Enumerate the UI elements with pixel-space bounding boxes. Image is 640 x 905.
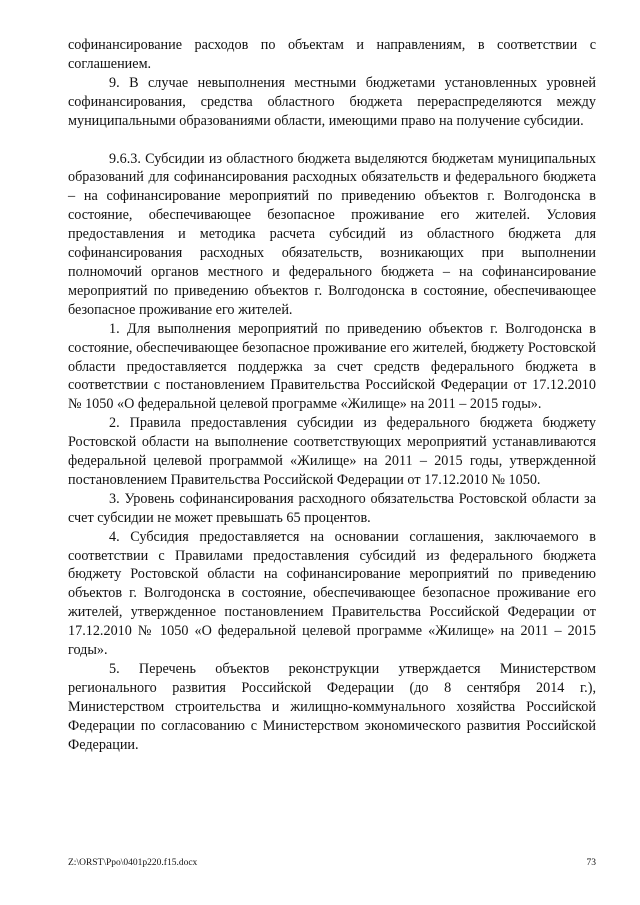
page-footer	[68, 857, 596, 869]
section-9-6-3-paragraph: 9.6.3. Субсидии из областного бюджета выделяются бюджетам муниципальных образований для софинансирования расходных обязательств и федерального бюджета – на софинансирование мероприятий по приведению объектов г. Волгодонска в состояние, обеспечивающее безопасное проживание его жителей. Условия предоставления и методика расчета субсидий из областного бюджета для софинансирования расходных обязательств, возникающих при выполнении полномочий органов местного и федерального бюджета – на софинансирование мероприятий по приведению объектов г. Волгодонска в состояние, обеспечивающее безопасное проживание его жителей.	[68, 150, 596, 318]
document-page	[68, 36, 596, 755]
list-item: 3. Уровень софинансирования расходного обязательства Ростовской области за счет субсидии не может превышать 65 процентов.	[68, 490, 596, 526]
paragraph-continuation: софинансирование расходов по объектам и направлениям, в соответствии с соглашением.	[68, 37, 596, 72]
paragraph-spacer	[68, 131, 596, 150]
list-item: 1. Для выполнения мероприятий по приведению объектов г. Волгодонска в состояние, обеспечивающее безопасное проживание его жителей, бюджету Ростовской области предоставляется поддержка за счет средств федерального бюджета в соответствии с постановлением Правительства Российской Федерации от 17.12.2010 № 1050 «О федеральной целевой программе «Жилище» на 2011 – 2015 годы».	[68, 320, 596, 413]
file-path: Z:\ORST\Ppo\0401p220.f15.docx	[68, 858, 198, 868]
list-item: 5. Перечень объектов реконструкции утверждается Министерством регионального развития Российской Федерации (до 8 сентября 2014 г.), Министерством строительства и жилищно-коммунального хозяйства Российской Федерации по согласованию с Министерством экономического развития Российской Федерации.	[68, 661, 596, 753]
page-number: 73	[586, 858, 596, 868]
list-item: 4. Субсидия предоставляется на основании соглашения, заключаемого в соответствии с Правилами предоставления субсидий из федерального бюджета бюджету Ростовской области на софинансирование мероприятий по приведению объектов г. Волгодонска в состояние, обеспечивающее безопасное проживание его жителей, утвержденное постановлением Правительства Российской Федерации от 17.12.2010 № 1050 «О федеральной целевой программе «Жилище» на 2011 – 2015 годы».	[68, 528, 596, 659]
list-item: 2. Правила предоставления субсидии из федерального бюджета бюджету Ростовской области на выполнение соответствующих мероприятий устанавливаются федеральной целевой программой «Жилище» на 2011 – 2015 годы, утвержденной постановлением Правительства Российской Федерации от 17.12.2010 № 1050.	[68, 415, 596, 488]
paragraph-item-9: 9. В случае невыполнения местными бюджетами установленных уровней софинансирования, средства областного бюджета перераспределяются между муниципальными образованиями области, имеющими право на получение субсидии.	[68, 74, 596, 129]
